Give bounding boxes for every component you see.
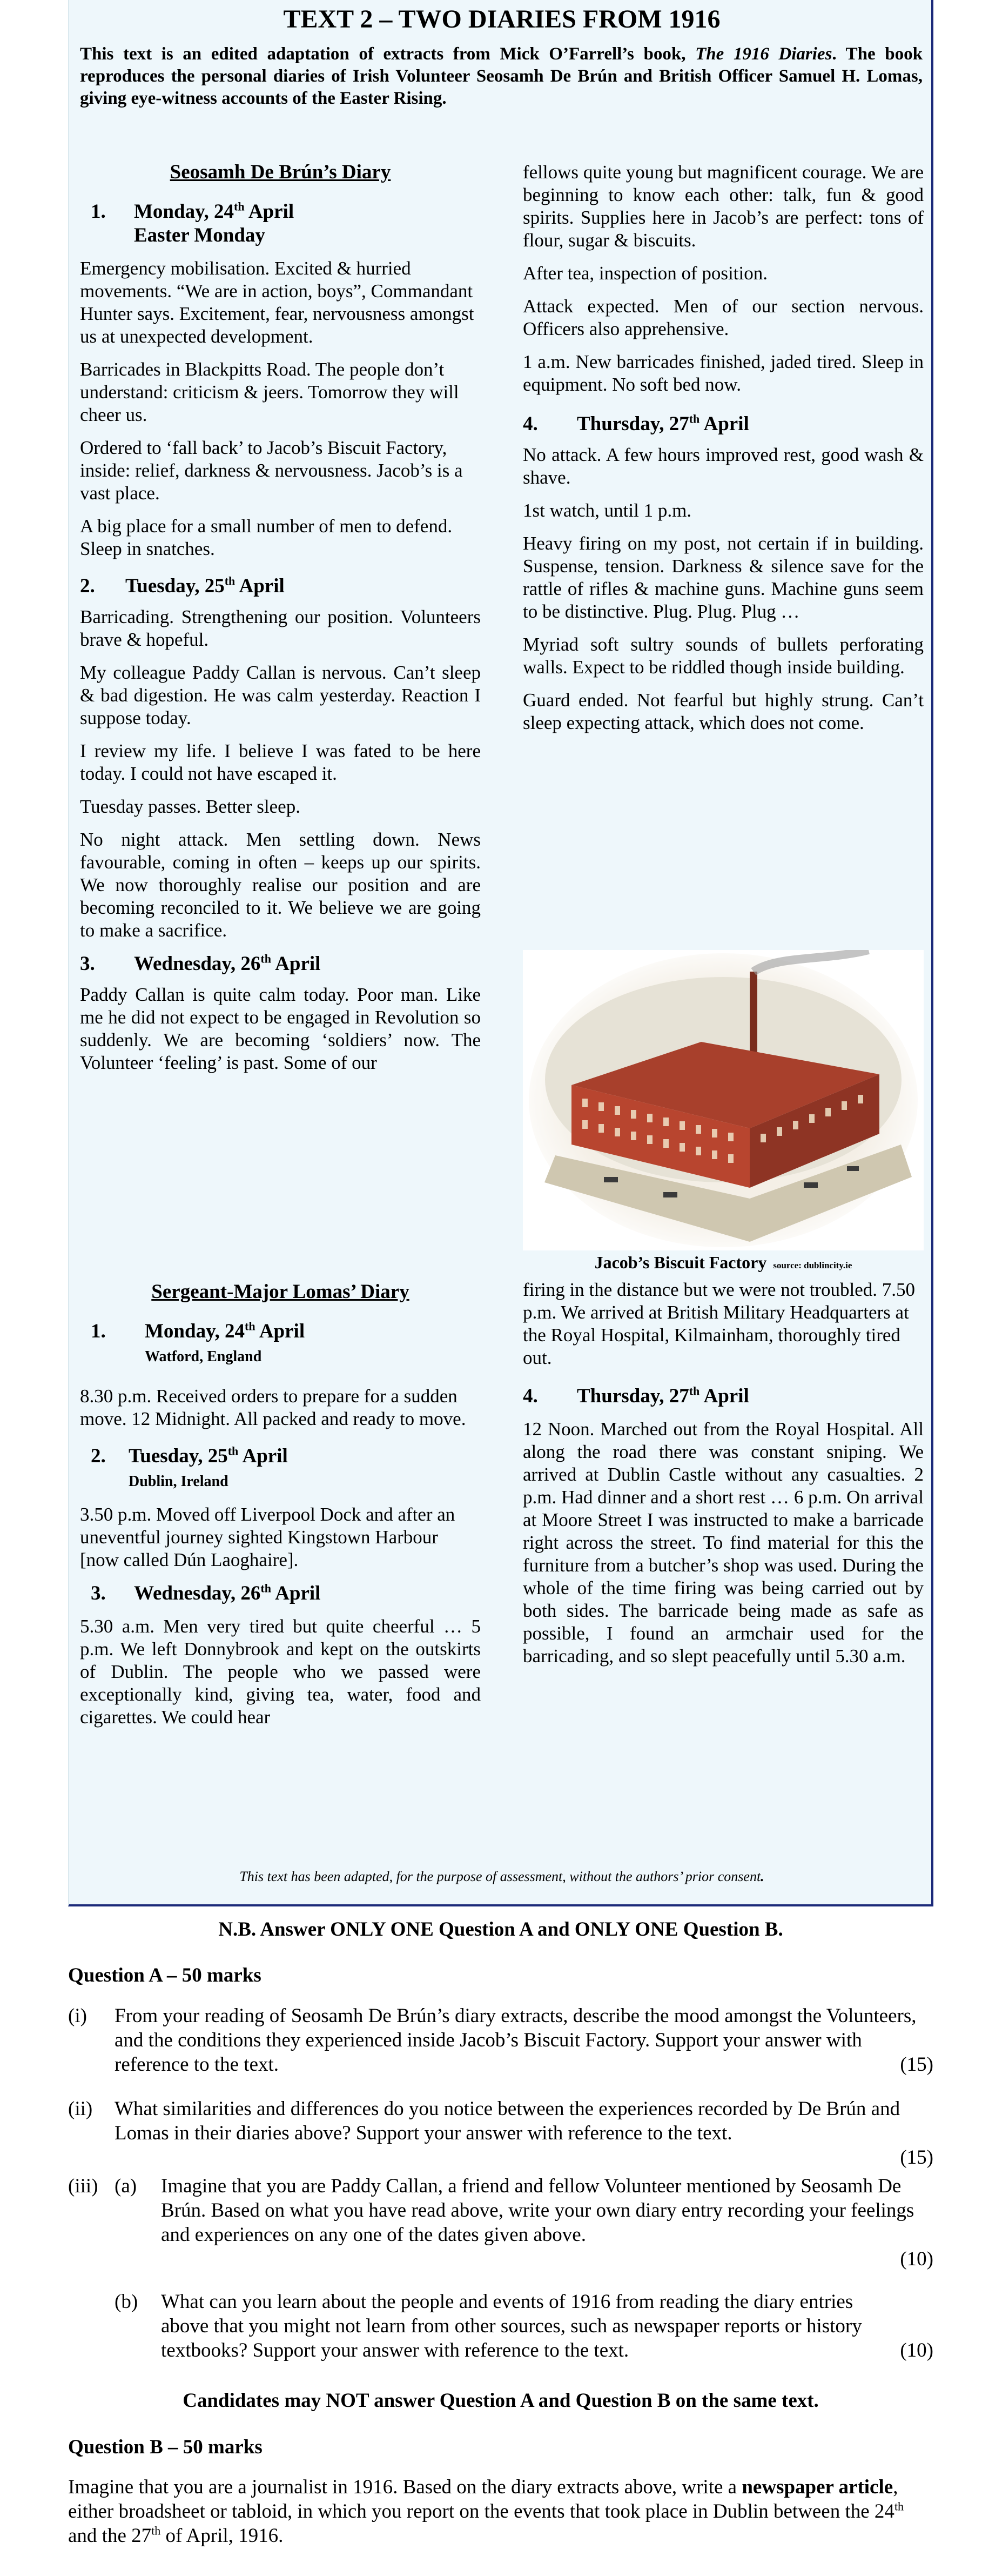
label: (b) (115, 2291, 138, 2313)
label: (i) (68, 2005, 87, 2027)
paragraph: Attack expected. Men of our section nervous. Officers also apprehensive. (523, 296, 924, 339)
not-both-instruction: Candidates may NOT answer Question A and Question B on the same text. (183, 2390, 819, 2412)
label: (ii) (68, 2098, 93, 2120)
debrun-left-column (80, 161, 481, 1085)
caption-source: source: dublincity.ie (773, 1260, 852, 1270)
paragraph: 12 Noon. Marched out from the Royal Hospital. All along the road there was constant sniping. We arrived at Dublin Castle without any casualties. 2 p.m. Had dinner and a short rest … 6 p.m. On arrival at Moore Street I was instructed to make a barricade right across the street. To find material for this the furniture from a butcher’s shop was used. During the whole of the time firing was being carried out by both sides. The barricade being made as safe as possible, I found an armchair used for the barricading, and so slept peacefully until 5.30 a.m. (523, 1419, 924, 1667)
debrun-right-column (523, 161, 924, 745)
paragraph: Paddy Callan is quite calm today. Poor man. Like me he did not expect to be engaged in Revolution so suddenly. We are becoming ‘soldiers’ now. The Volunteer ‘feeling’ is past. Some of our (80, 984, 481, 1073)
marks: (15) (900, 2146, 933, 2169)
paragraph: Barricades in Blackpitts Road. The people don’t understand: criticism & jeers. Tomorrow they will cheer us. (80, 359, 459, 425)
adapted-note: This text has been adapted, for the purpose of assessment, without the authors’ prior consent. (239, 1869, 764, 1884)
paragraph: Myriad soft sultry sounds of bullets perforating walls. Expect to be riddled though inside building. (523, 634, 924, 678)
paragraph: firing in the distance but we were not troubled. 7.50 p.m. We arrived at British Military Headquarters at the Royal Hospital, Kilmainham, thoroughly tired out. (523, 1279, 916, 1368)
paragraph: 5.30 a.m. Men very tired but quite cheerful … 5 p.m. We left Donnybrook and kept on the outskirts of Dublin. The people who we passed were exceptionally kind, giving tea, water, food and cigarettes. We could hear (80, 1616, 481, 1728)
paragraph: 1 a.m. New barricades finished, jaded tired. Sleep in equipment. No soft bed now. (523, 351, 924, 395)
debrun-heading: Seosamh De Brún’s Diary (170, 161, 391, 183)
question-text: From your reading of Seosamh De Brún’s diary extracts, describe the mood amongst the Volunteers, and the conditions they experienced inside Jacob’s Biscuit Factory. Support your answer with reference to the text. (115, 2005, 917, 2076)
factory-drawing (523, 950, 924, 1250)
text-box (68, 0, 933, 1906)
factory-caption: Jacob’s Biscuit Factory source: dublincity.ie (594, 1253, 852, 1272)
question-a-iii-b (68, 2290, 933, 2363)
paragraph: After tea, inspection of position. (523, 263, 768, 284)
label: (a) (115, 2175, 137, 2197)
marks: (10) (900, 2248, 933, 2270)
question-b-text: Imagine that you are a journalist in 1916. Based on the diary extracts above, write a newspaper article, either broadsheet or tabloid, in which you report on the events that took place in Dublin between the 24th and the 27th of April, 1916. (68, 2476, 904, 2547)
paragraph: 3.50 p.m. Moved off Liverpool Dock and after an uneventful journey sighted Kingstown Harbour [now called Dún Laoghaire]. (80, 1504, 455, 1570)
paragraph: No attack. A few hours improved rest, good wash & shave. (523, 444, 924, 488)
question-a-title: Question A – 50 marks (68, 1964, 261, 1986)
debrun-entry-3-heading: 3. Wednesday, 26th April (80, 952, 321, 975)
question-text: What can you learn about the people and events of 1916 from reading the diary entries above that you might not learn from other sources, such as newspaper reports or history textbooks? Support your answer with reference to the text. (161, 2291, 862, 2361)
intro-part: . The book reproduces the personal diaries of Irish Volunteer Seosamh De Brún and British Officer Samuel H. Lomas, giving eye-witness accounts of the Easter Rising. (80, 44, 923, 108)
paragraph: My colleague Paddy Callan is nervous. Can’t sleep & bad digestion. He was calm yesterday. Reaction I suppose today. (80, 662, 481, 728)
debrun-entry-1-heading: 1. Monday, 24th April Easter Monday (91, 199, 294, 246)
paragraph: A big place for a small number of men to defend. Sleep in snatches. (80, 516, 453, 559)
book-title: The 1916 Diaries (695, 44, 832, 64)
lomas-heading: Sergeant-Major Lomas’ Diary (151, 1281, 409, 1303)
debrun-entry-4-heading: 4. Thursday, 27th April (523, 412, 749, 435)
label: (iii) (68, 2175, 98, 2197)
paragraph: Emergency mobilisation. Excited & hurried movements. “We are in action, boys”, Commandant Hunter says. Excitement, fear, nervousness amongst us at unexpected development. (80, 258, 474, 347)
paragraph: Ordered to ‘fall back’ to Jacob’s Biscuit Factory, inside: relief, darkness & nervousness. Jacob’s is a vast place. (80, 437, 463, 504)
marks: (15) (900, 2053, 933, 2076)
intro-paragraph (80, 43, 923, 110)
marks: (10) (900, 2339, 933, 2361)
nb-instruction: N.B. Answer ONLY ONE Question A and ONLY ONE Question B. (218, 1918, 783, 1941)
question-a-iii-a (68, 2174, 933, 2271)
paragraph: Heavy firing on my post, not certain if in building. Suspense, tension. Darkness & silence save for the rattle of rifles & machine guns. Machine guns seem to be distinctive. Plug. Plug. Plug … (523, 533, 924, 622)
smoke (754, 950, 869, 972)
paragraph: Barricading. Strengthening our position. Volunteers brave & hopeful. (80, 606, 481, 650)
question-a-ii (68, 2097, 933, 2170)
lomas-entry-2-heading: 2. Tuesday, 25th April Dublin, Ireland (91, 1444, 288, 1490)
lomas-entry-3-heading: 3. Wednesday, 26th April (91, 1581, 321, 1604)
paragraph: No night attack. Men settling down. News favourable, coming in often – keeps up our spirits. We now thoroughly realise our position and are becoming reconciled to it. We believe we are going to make a sacrifice. (80, 829, 481, 941)
question-text: Imagine that you are Paddy Callan, a friend and fellow Volunteer mentioned by Seosamh De Brún. Based on what you have read above, write your own diary entry recording your feelings and experiences on any one of the dates given above. (161, 2175, 914, 2246)
question-text: What similarities and differences do you notice between the experiences recorded by De Brún and Lomas in their diaries above? Support your answer with reference to the text. (115, 2098, 900, 2144)
question-a-i (68, 2004, 933, 2077)
paragraph: 8.30 p.m. Received orders to prepare for a sudden move. 12 Midnight. All packed and ready to move. (80, 1386, 466, 1429)
paragraph: fellows quite young but magnificent courage. We are beginning to know each other: talk, fun & good spirits. Supplies here in Jacob’s are perfect: tons of flour, sugar & biscuits. (523, 162, 924, 251)
text-title: TEXT 2 – TWO DIARIES FROM 1916 (283, 5, 721, 34)
lomas-entry-1-heading: 1. Monday, 24th April Watford, England (91, 1319, 305, 1365)
paragraph: 1st watch, until 1 p.m. (523, 500, 692, 521)
intro-part: This text is an edited adaptation of extracts from Mick O’Farrell’s book, (80, 44, 696, 64)
paragraph: I review my life. I believe I was fated to be here today. I could not have escaped it. (80, 740, 481, 784)
question-b-title: Question B – 50 marks (68, 2436, 263, 2458)
chimney (750, 972, 757, 1063)
lomas-entry-4-heading: 4. Thursday, 27th April (523, 1384, 749, 1407)
debrun-entry-2-heading: 2. Tuesday, 25th April (80, 574, 285, 597)
factory-illustration (523, 950, 924, 1250)
paragraph: Guard ended. Not fearful but highly strung. Can’t sleep expecting attack, which does not come. (523, 690, 924, 733)
paragraph: Tuesday passes. Better sleep. (80, 796, 300, 817)
lomas-left-column (80, 1281, 481, 1739)
lomas-right-column (523, 1279, 924, 1678)
